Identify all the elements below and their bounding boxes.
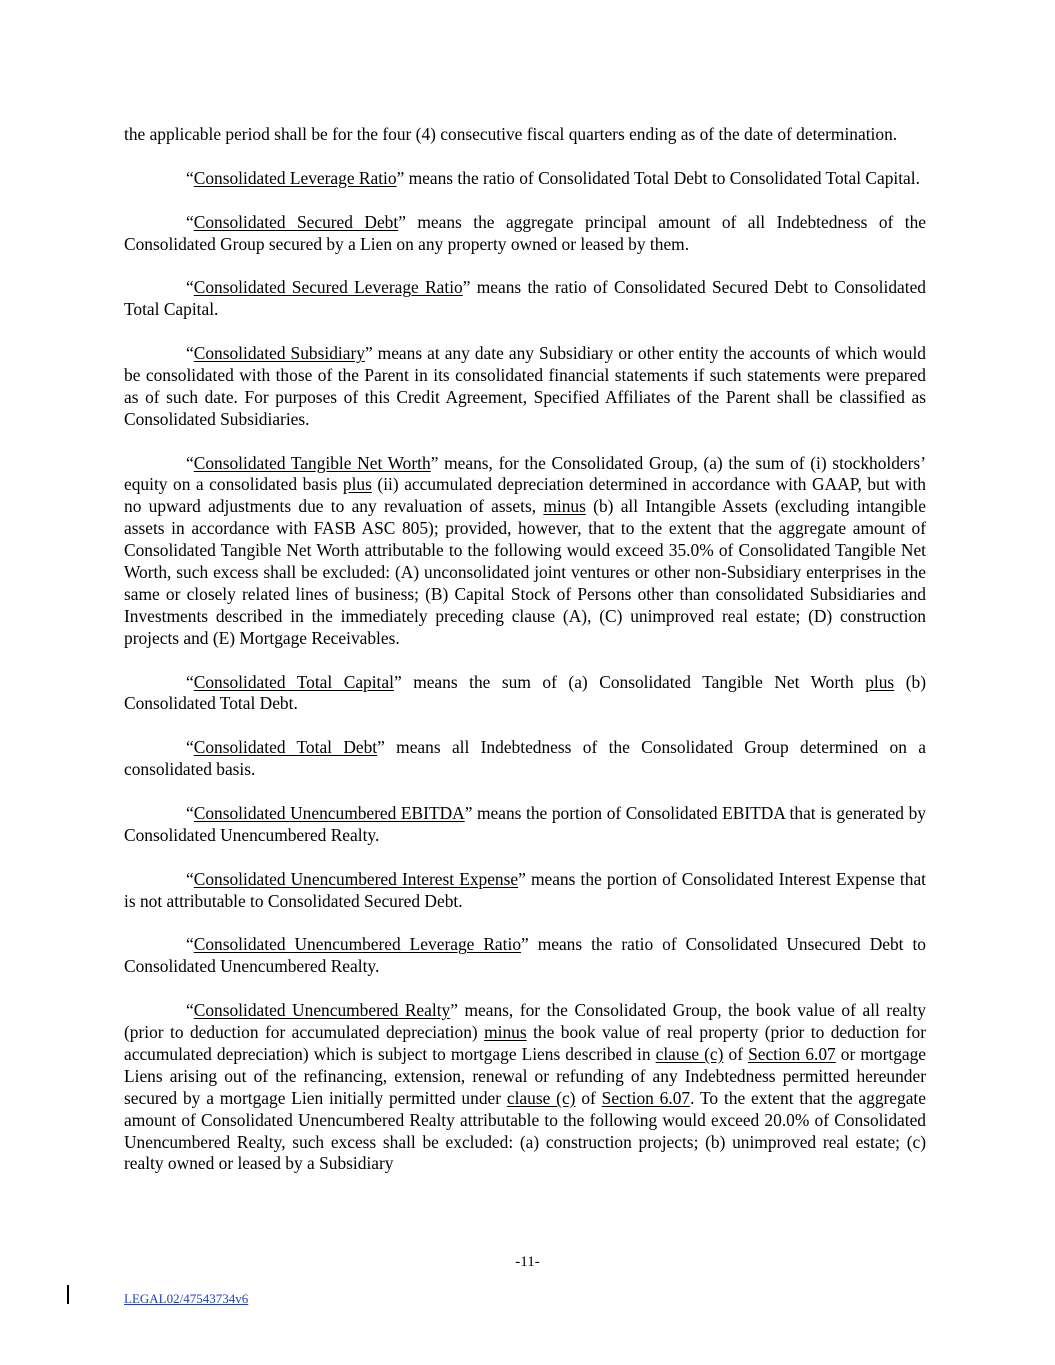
paragraph-text: of	[723, 1043, 749, 1064]
paragraph-text: (ii) accumulated depreciation determined in accordance with GAAP, but with no upward adjustments due to any revaluation of assets,	[124, 474, 926, 517]
underlined-term: Consolidated Leverage Ratio	[193, 167, 397, 188]
paragraph-text: ” means, for the Consolidated Group, the book value of all realty (prior to deduction for accumulated depreciation)	[124, 1000, 926, 1042]
paragraph-text: ” means the portion of Consolidated EBITDA that is generated by Consolidated Unencumbered Realty.	[124, 802, 926, 845]
paragraph-text: “	[186, 802, 194, 823]
definition-paragraph	[124, 672, 926, 716]
paragraph-text: “	[186, 277, 194, 298]
paragraph-text: ” means the aggregate principal amount of all Indebtedness of the Consolidated Group secured by a Lien on any property owned or leased by them.	[124, 211, 926, 254]
paragraph-text: ” means the sum of (a) Consolidated Tangible Net Worth	[393, 671, 866, 692]
definition-paragraph	[124, 1000, 926, 1175]
definition-paragraph	[124, 453, 926, 650]
paragraph-text: “	[186, 1000, 194, 1021]
document-id-link[interactable]: LEGAL02/47543734v6	[124, 1291, 249, 1306]
underlined-term: minus	[543, 496, 586, 517]
paragraph-text: “	[186, 452, 194, 473]
underlined-term: Section 6.07	[601, 1087, 691, 1108]
paragraph-text: ” means the ratio of Consolidated Unsecured Debt to Consolidated Unencumbered Realty.	[124, 934, 927, 977]
underlined-term: Consolidated Subsidiary	[193, 343, 365, 363]
paragraph-text: “	[186, 737, 194, 758]
paragraph-text: ” means the ratio of Consolidated Total Debt to Consolidated Total Capital.	[396, 167, 920, 188]
definition-paragraph	[124, 168, 926, 190]
paragraph-text: ” means the portion of Consolidated Interest Expense that is not attributable to Consolidated Secured Debt.	[124, 868, 927, 911]
underlined-term: Consolidated Unencumbered EBITDA	[193, 802, 465, 823]
underlined-term: Consolidated Secured Leverage Ratio	[193, 277, 463, 298]
underlined-term: clause (c)	[506, 1087, 576, 1108]
document-body	[124, 124, 926, 1197]
paragraph-text: ” means the ratio of Consolidated Secured Debt to Consolidated Total Capital.	[124, 277, 926, 320]
underlined-term: Consolidated Unencumbered Realty	[193, 1000, 451, 1021]
paragraph-text: ” means, for the Consolidated Group, (a) the sum of (i) stockholders’ equity on a consolidated basis	[124, 452, 926, 495]
definition-paragraph	[124, 934, 926, 978]
definition-paragraph	[124, 803, 926, 847]
page-number: -11-	[515, 1254, 540, 1270]
paragraph-text: the book value of real property (prior to deduction for accumulated depreciation) which is subject to mortgage Liens described in	[124, 1021, 927, 1064]
revision-change-bar	[67, 1285, 69, 1304]
definition-paragraph	[124, 737, 926, 781]
underlined-term: Section 6.07	[748, 1043, 836, 1064]
underlined-term: plus	[865, 671, 895, 692]
paragraph-text: ” means all Indebtedness of the Consolidated Group determined on a consolidated basis.	[124, 737, 926, 780]
underlined-term: Consolidated Total Debt	[193, 737, 378, 758]
underlined-term: clause (c)	[655, 1043, 724, 1064]
paragraph-text: “	[186, 167, 194, 188]
definition-paragraph	[124, 869, 926, 913]
underlined-term: Consolidated Unencumbered Leverage Ratio	[193, 934, 522, 955]
underlined-term: plus	[342, 474, 372, 495]
paragraph-text: or mortgage Liens arising out of the refinancing, extension, renewal or refunding of any Indebtedness permitted hereunder secured by a mortgage Lien initially permitted under	[124, 1043, 927, 1108]
definition-paragraph	[124, 277, 926, 321]
paragraph-text: (b) all Intangible Assets (excluding intangible assets in accordance with FASB ASC 805); provided, however, that to the extent that the aggregate amount of Consolidated Tangible Net Worth attributable to the following would exceed 35.0% of Consolidated Tangible Net Worth, such excess shall be excluded: (A) unconsolidated joint ventures or other non-Subsidiary enterprises in the same or closely related lines of business; (B) Capital Stock of Persons other than consolidated Subsidiaries and Investments described in the immediately preceding clause (A), (C) unimproved real estate; (D) construction projects and (E) Mortgage Receivables.	[124, 496, 926, 648]
definition-paragraph	[124, 212, 926, 256]
paragraph-text: ” means at any date any Subsidiary or other entity the accounts of which would be consolidated with those of the Parent in its consolidated financial statements if such statements were prepared as of such date. For purposes of this Credit Agreement, Specified Affiliates of the Parent shall be classified as Consolidated Subsidiaries.	[124, 343, 926, 429]
definition-paragraph	[124, 343, 926, 431]
continuation-paragraph	[124, 124, 926, 146]
underlined-term: minus	[484, 1021, 527, 1042]
underlined-term: Consolidated Tangible Net Worth	[193, 452, 431, 473]
paragraph-text: “	[186, 934, 194, 955]
underlined-term: Consolidated Secured Debt	[193, 211, 399, 232]
paragraph-text: the applicable period shall be for the four (4) consecutive fiscal quarters ending as of the date of determination.	[124, 124, 898, 144]
paragraph-text: “	[186, 343, 194, 363]
paragraph-text: “	[186, 671, 194, 692]
underlined-term: Consolidated Unencumbered Interest Expense	[193, 868, 519, 889]
paragraph-text: of	[575, 1087, 602, 1108]
paragraph-text: . To the extent that the aggregate amount of Consolidated Unencumbered Realty attributable to the following would exceed 20.0% of Consolidated Unencumbered Realty, such excess shall be excluded: (a) construction projects; (b) unimproved real estate; (c) realty owned or leased by a Subsidiary	[124, 1087, 926, 1174]
paragraph-text: (b) Consolidated Total Debt.	[124, 671, 926, 714]
paragraph-text: “	[186, 868, 194, 889]
paragraph-text: “	[186, 211, 194, 232]
underlined-term: Consolidated Total Capital	[193, 671, 394, 692]
